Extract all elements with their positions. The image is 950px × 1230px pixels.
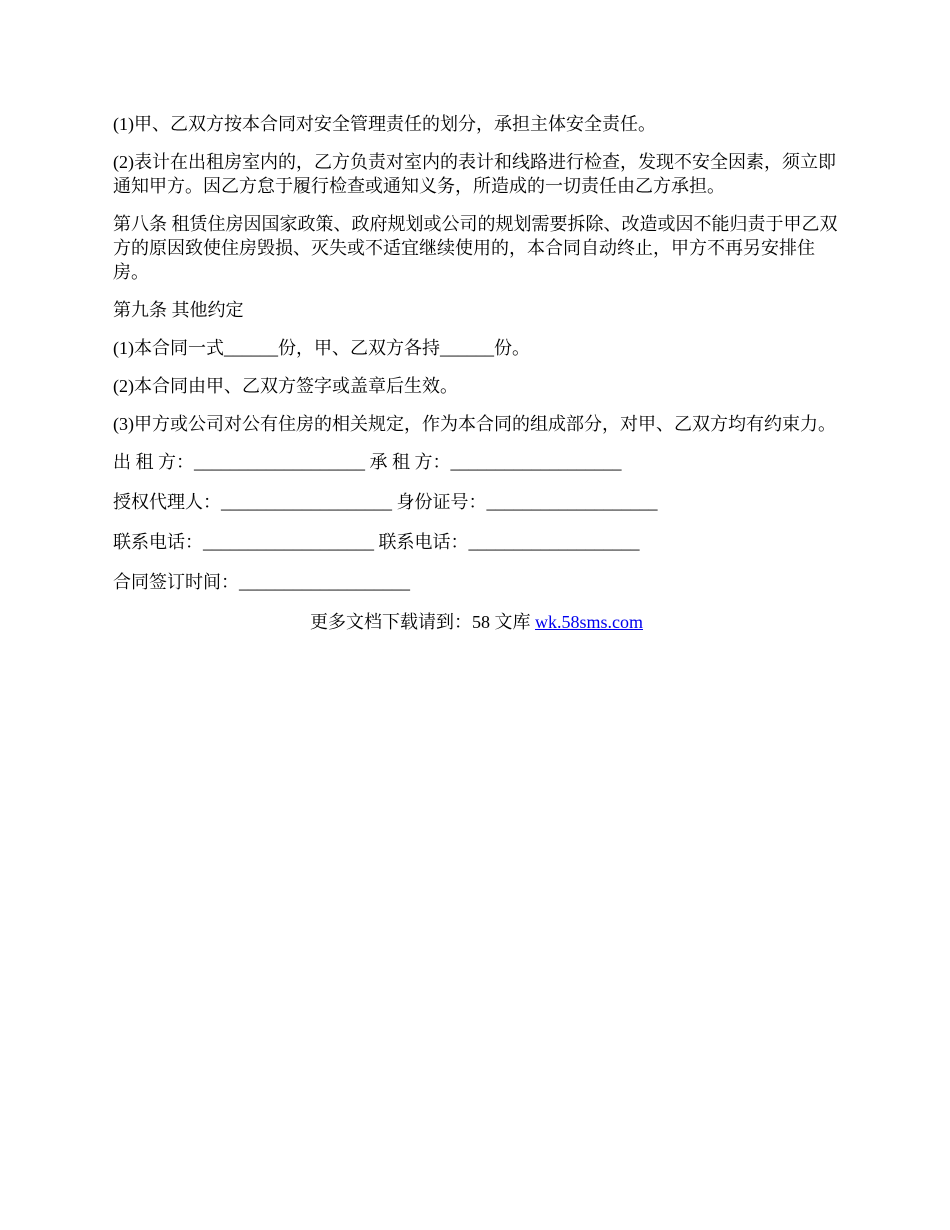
document-page bbox=[113, 112, 840, 634]
signature-row-agent-id: 授权代理人：___________________ 身份证号：___________________ bbox=[113, 492, 658, 512]
paragraph-safety-responsibility: (1)甲、乙双方按本合同对安全管理责任的划分，承担主体安全责任。 bbox=[113, 114, 656, 134]
paragraph-regulations: (3)甲方或公司对公有住房的相关规定，作为本合同的组成部分，对甲、乙双方均有约束力。 bbox=[113, 414, 836, 434]
footer bbox=[113, 610, 840, 634]
paragraph-article-8: 第八条 租赁住房因国家政策、政府规划或公司的规划需要拆除、改造或因不能归责于甲乙双方的原因致使住房毁损、灭失或不适宜继续使用的，本合同自动终止，甲方不再另安排住房。 bbox=[113, 214, 838, 282]
signature-row-sign-date: 合同签订时间：___________________ bbox=[113, 572, 410, 592]
footer-link[interactable]: wk.58sms.com bbox=[535, 612, 643, 632]
signature-row-parties: 出 租 方：___________________ 承 租 方：___________________ bbox=[113, 452, 622, 472]
signature-row-phones: 联系电话：___________________ 联系电话：___________________ bbox=[113, 532, 640, 552]
paragraph-meter-inspection: (2)表计在出租房室内的，乙方负责对室内的表计和线路进行检查，发现不安全因素，须立即通知甲方。因乙方怠于履行检查或通知义务，所造成的一切责任由乙方承担。 bbox=[113, 152, 836, 196]
paragraph-copies: (1)本合同一式______份，甲、乙双方各持______份。 bbox=[113, 338, 530, 358]
paragraph-article-9-heading: 第九条 其他约定 bbox=[113, 300, 244, 320]
paragraph-effective: (2)本合同由甲、乙双方签字或盖章后生效。 bbox=[113, 376, 458, 396]
footer-text: 更多文档下载请到：58 文库 bbox=[310, 612, 535, 632]
